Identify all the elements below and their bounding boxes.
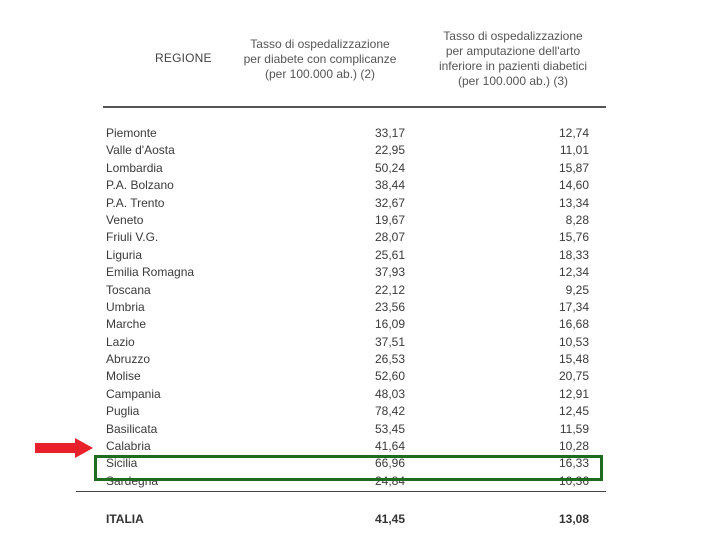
table-row <box>0 387 720 404</box>
hospitalization-rate: 19,67 <box>374 212 405 227</box>
table-row <box>0 439 720 456</box>
header-line: per amputazione dell'arto <box>445 44 581 58</box>
region-column-header: REGIONE <box>155 51 212 65</box>
hospitalization-rate: 48,03 <box>374 386 405 401</box>
hospitalization-rate: 32,67 <box>374 195 405 210</box>
hospitalization-rate: 37,93 <box>374 265 405 280</box>
amputation-rate: 12,45 <box>558 404 589 419</box>
total-row <box>0 512 720 528</box>
amputation-rate: 15,48 <box>558 352 589 367</box>
region-name: Basilicata <box>106 421 158 436</box>
amputation-rate: 8,28 <box>565 212 589 227</box>
amputation-rate: 12,74 <box>558 126 589 140</box>
amputation-rate: 17,34 <box>558 299 589 314</box>
region-name: Lazio <box>106 334 135 349</box>
hospitalization-rate: 66,96 <box>374 456 405 471</box>
table-row <box>0 352 720 369</box>
region-name: Calabria <box>106 439 151 454</box>
table-row <box>0 213 720 230</box>
table-row <box>0 248 720 265</box>
header-line: Tasso di ospedalizzazione <box>443 29 583 43</box>
table-row <box>0 283 720 300</box>
amputation-rate: 10,36 <box>558 473 589 488</box>
amputation-rate: 10,28 <box>558 439 589 454</box>
hospitalization-rate: 25,61 <box>374 247 405 262</box>
region-name: Liguria <box>106 247 143 262</box>
header-line: inferiore in pazienti diabetici <box>438 59 588 73</box>
header-line: per diabete con complicanze <box>243 52 397 66</box>
hospitalization-rate: 23,56 <box>374 299 405 314</box>
hospitalization-rate: 28,07 <box>374 230 405 245</box>
sicilia-highlight-box <box>94 455 603 481</box>
hospitalization-rate: 16,09 <box>374 317 405 332</box>
region-name: Lombardia <box>106 160 163 175</box>
amputation-rate: 20,75 <box>558 369 589 384</box>
region-name: Umbria <box>106 299 145 314</box>
amputation-rate: 10,53 <box>558 334 589 349</box>
region-name: Molise <box>106 369 141 384</box>
amputation-rate: 16,33 <box>558 456 589 471</box>
table-row <box>0 230 720 247</box>
header-line: (per 100.000 ab.) (3) <box>457 74 569 88</box>
amputation-rate: 9,25 <box>565 282 589 297</box>
hospitalization-rate: 78,42 <box>374 404 405 419</box>
table-row <box>0 369 720 386</box>
region-table-body <box>0 126 720 491</box>
region-name: Veneto <box>106 212 144 227</box>
total-name: ITALIA <box>106 512 144 526</box>
amputation-rate: 11,59 <box>559 421 589 436</box>
table-row <box>0 300 720 317</box>
amputation-rate: 12,34 <box>558 265 589 280</box>
total-hospitalization-rate: 41,45 <box>374 512 405 526</box>
hospitalization-rate: 52,60 <box>374 369 405 384</box>
region-name: Abruzzo <box>106 352 151 367</box>
amputation-rate: 12,91 <box>558 386 589 401</box>
total-amputation-rate: 13,08 <box>558 512 589 526</box>
amputation-rate: 15,87 <box>558 160 589 175</box>
table-row <box>0 178 720 195</box>
region-name: Puglia <box>106 404 140 419</box>
amputation-rate: 13,34 <box>558 195 589 210</box>
table-row <box>0 404 720 421</box>
table-row <box>0 196 720 213</box>
hospitalization-rate-header <box>230 37 410 82</box>
region-name: Campania <box>106 386 161 401</box>
region-name: Valle d'Aosta <box>106 143 175 158</box>
region-name: Sardegna <box>106 473 159 488</box>
header-divider <box>103 106 606 108</box>
amputation-rate: 15,76 <box>558 230 589 245</box>
hospitalization-rate: 24,84 <box>374 473 405 488</box>
hospitalization-rate: 38,44 <box>374 178 405 193</box>
hospitalization-rate: 50,24 <box>374 160 405 175</box>
hospitalization-rate: 53,45 <box>374 421 405 436</box>
hospitalization-rate: 26,53 <box>374 352 405 367</box>
amputation-rate: 16,68 <box>558 317 589 332</box>
header-line: (per 100.000 ab.) (2) <box>264 67 376 81</box>
region-name: Friuli V.G. <box>106 230 159 245</box>
region-name: Emilia Romagna <box>106 265 195 280</box>
amputation-rate: 18,33 <box>558 247 589 262</box>
hospitalization-rate: 41,64 <box>374 439 405 454</box>
hospitalization-rate: 33,17 <box>374 126 405 140</box>
hospitalization-rate: 22,12 <box>374 282 405 297</box>
footer-divider <box>76 491 606 492</box>
table-row <box>0 161 720 178</box>
amputation-rate-header <box>428 29 598 89</box>
region-name: P.A. Bolzano <box>106 178 174 193</box>
table-row <box>0 317 720 334</box>
table-row <box>0 422 720 439</box>
amputation-rate: 14,60 <box>558 178 589 193</box>
table-row <box>0 143 720 160</box>
header-line: Tasso di ospedalizzazione <box>250 37 390 51</box>
region-name: Marche <box>106 317 147 332</box>
hospitalization-rate: 37,51 <box>374 334 405 349</box>
table-row <box>0 126 720 143</box>
region-name: P.A. Trento <box>106 195 165 210</box>
pointer-arrow-icon <box>35 438 95 458</box>
table-row <box>0 335 720 352</box>
region-name: Toscana <box>106 282 151 297</box>
region-name: Sicilia <box>106 456 138 471</box>
table-row <box>0 265 720 282</box>
region-name: Piemonte <box>106 126 157 140</box>
hospitalization-rate: 22,95 <box>374 143 405 158</box>
amputation-rate: 11,01 <box>559 143 589 158</box>
